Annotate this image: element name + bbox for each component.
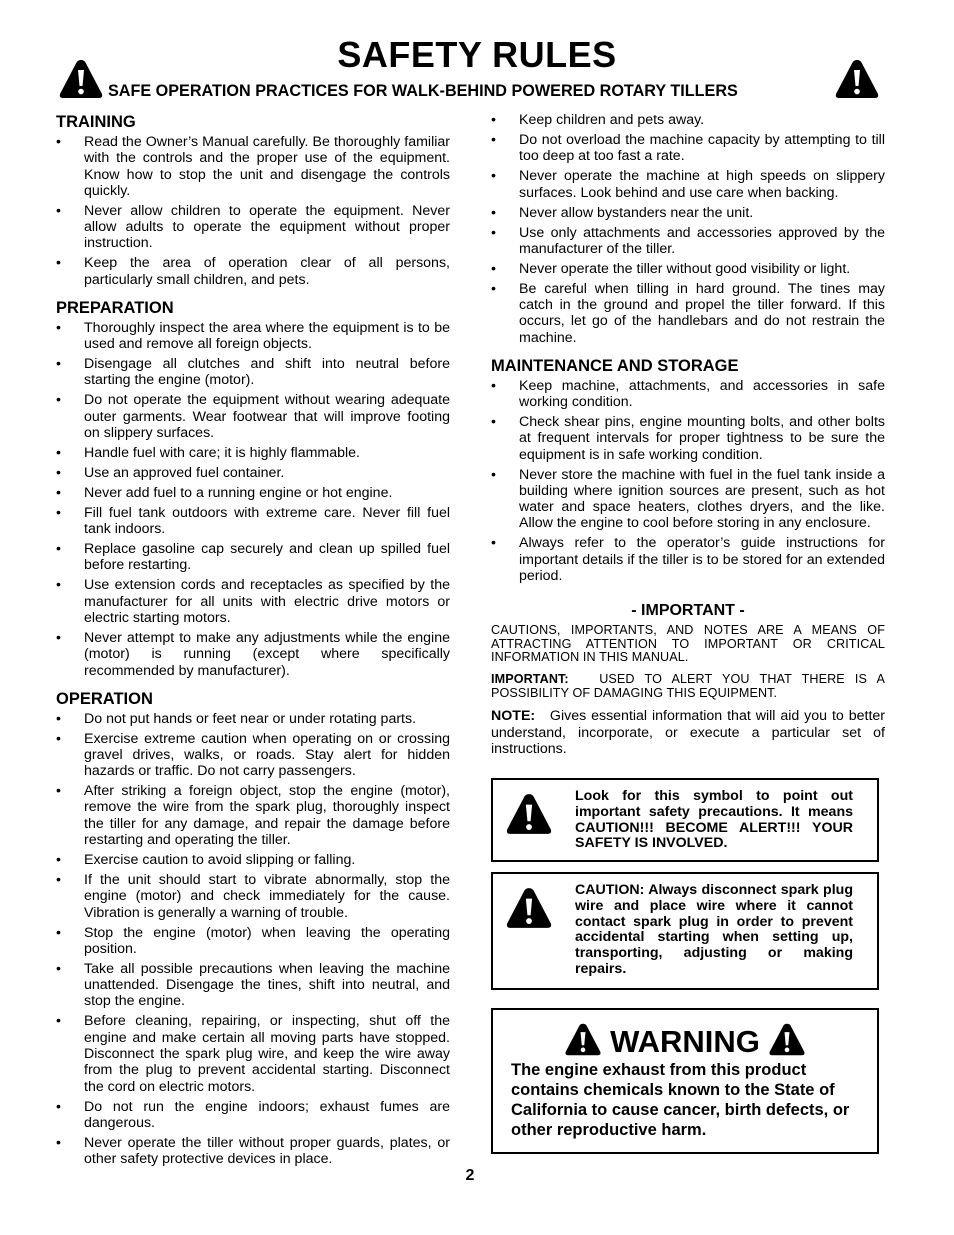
warning-triangle-icon: [564, 1022, 602, 1062]
list-item: • Do not run the engine indoors; exhaust fumes are dangerous.: [56, 1099, 450, 1132]
section-heading-training: TRAINING: [56, 113, 136, 131]
warning-title: WARNING: [610, 1024, 760, 1059]
left-column: [56, 112, 450, 1171]
preparation-list: [56, 320, 450, 679]
list-item: • Stop the engine (motor) when leaving the operating position.: [56, 925, 450, 958]
list-item: • Keep machine, attachments, and accessories in safe working condition.: [491, 378, 885, 411]
list-item: • Never operate the machine at high speeds on slippery surfaces. Look behind and use care when backing.: [491, 168, 885, 201]
list-item: • Exercise extreme caution when operating on or crossing gravel drives, walks, or roads. Stay alert for hidden hazards or traffic. Do not carry passengers.: [56, 731, 450, 780]
caution-text: CAUTION: Always disconnect spark plug wire and place wire where it cannot contact spark plug in order to prevent accidental starting when setting up, transporting, adjusting or making repairs.: [575, 882, 853, 977]
warning-triangle-icon: [58, 58, 104, 105]
important-label: IMPORTANT:: [491, 672, 569, 687]
list-item: • Always refer to the operator’s guide instructions for important details if the tiller is to be stored for an extended period.: [491, 535, 885, 584]
list-item: • Replace gasoline cap securely and clean up spilled fuel before restarting.: [56, 541, 450, 574]
list-item: • Check shear pins, engine mounting bolts, and other bolts at frequent intervals for proper tightness to be sure the equipment is in safe working condition.: [491, 414, 885, 463]
list-item: • Thoroughly inspect the area where the equipment is to be used and remove all foreign objects.: [56, 320, 450, 353]
list-item: • Be careful when tilling in hard ground. The tines may catch in the ground and propel the tiller forward. If this occurs, let go of the handlebars and do not restrain the machine.: [491, 281, 885, 346]
safety-symbol-text: Look for this symbol to point out important safety precautions. It means CAUTION!!! BECOME ALERT!!! YOUR SAFETY IS INVOLVED.: [575, 788, 853, 852]
note-definition: [491, 708, 885, 757]
important-definition: [491, 673, 885, 700]
list-item: • Disengage all clutches and shift into neutral before starting the engine (motor).: [56, 356, 450, 389]
note-definition-text: Gives essential information that will aid you to better understand, incorporate, or execute a particular set of instructions.: [491, 708, 885, 757]
warning-triangle-icon: [768, 1022, 806, 1062]
list-item: • Fill fuel tank outdoors with extreme care. Never fill fuel tank indoors.: [56, 505, 450, 538]
section-heading-maintenance: MAINTENANCE AND STORAGE: [491, 356, 739, 375]
list-item: • Never allow bystanders near the unit.: [491, 205, 885, 221]
warning-triangle-icon: [834, 58, 880, 105]
page-subtitle: SAFE OPERATION PRACTICES FOR WALK-BEHIND POWERED ROTARY TILLERS: [108, 82, 738, 100]
list-item: • Use extension cords and receptacles as specified by the manufacturer for all units with electric drive motors or electric starting motors.: [56, 577, 450, 626]
list-item: • Exercise caution to avoid slipping or falling.: [56, 852, 450, 868]
important-heading: - IMPORTANT -: [631, 602, 745, 620]
operation-continued-list: [491, 112, 885, 346]
warning-triangle-icon: [505, 886, 553, 935]
important-definition-text: USED TO ALERT YOU THAT THERE IS A POSSIBILITY OF DAMAGING THIS EQUIPMENT.: [491, 672, 885, 700]
list-item: • Never attempt to make any adjustments while the engine (motor) is running (except where specifically recommended by manufacturer).: [56, 630, 450, 679]
list-item: • Never add fuel to a running engine or hot engine.: [56, 485, 450, 501]
warning-box: [491, 1008, 879, 1154]
list-item: • Keep the area of operation clear of all persons, particularly small children, and pets.: [56, 255, 450, 288]
list-item: • Never operate the tiller without proper guards, plates, or other safety protective devices in place.: [56, 1135, 450, 1168]
subtitle-row: [58, 56, 880, 106]
list-item: • Use an approved fuel container.: [56, 465, 450, 481]
caution-box: [491, 872, 879, 990]
list-item: • Before cleaning, repairing, or inspecting, shut off the engine and make certain all moving parts have stopped. Disconnect the spark plug wire, and keep the wire away from the plug to prevent accidental starting. Disconnect the cord on electric motors.: [56, 1013, 450, 1094]
warning-header: [493, 1022, 877, 1062]
list-item: • Do not put hands or feet near or under rotating parts.: [56, 711, 450, 727]
warning-triangle-icon: [505, 792, 553, 841]
list-item: • Handle fuel with care; it is highly flammable.: [56, 445, 450, 461]
list-item: • If the unit should start to vibrate abnormally, stop the engine (motor) and check immediately for the cause. Vibration is generally a warning of trouble.: [56, 872, 450, 921]
page-title: SAFETY RULES: [337, 34, 617, 75]
section-heading-preparation: PREPARATION: [56, 298, 174, 317]
list-item: • Never operate the tiller without good visibility or light.: [491, 261, 885, 277]
list-item: • Do not overload the machine capacity by attempting to till too deep at too fast a rate.: [491, 132, 885, 165]
operation-list: [56, 711, 450, 1168]
warning-text: The engine exhaust from this product contains chemicals known to the State of California to cause cancer, birth defects, or other reproductive harm.: [511, 1061, 850, 1139]
list-item: • Take all possible precautions when leaving the machine unattended. Disengage the tines, shift into neutral, and stop the engine.: [56, 961, 450, 1010]
list-item: • Use only attachments and accessories approved by the manufacturer of the tiller.: [491, 225, 885, 258]
safety-symbol-box: [491, 778, 879, 862]
training-list: [56, 134, 450, 288]
important-caps-text: CAUTIONS, IMPORTANTS, AND NOTES ARE A MEANS OF ATTRACTING ATTENTION TO IMPORTANT OR CRITICAL INFORMATION IN THIS MANUAL.: [491, 623, 885, 665]
list-item: • Keep children and pets away.: [491, 112, 885, 128]
list-item: • Never allow children to operate the equipment. Never allow adults to operate the equipment without proper instruction.: [56, 203, 450, 252]
list-item: • Read the Owner’s Manual carefully. Be thoroughly familiar with the controls and the proper use of the equipment. Know how to stop the unit and disengage the controls quickly.: [56, 134, 450, 199]
list-item: • Do not operate the equipment without wearing adequate outer garments. Wear footwear that will improve footing on slippery surfaces.: [56, 392, 450, 441]
list-item: • Never store the machine with fuel in the fuel tank inside a building where ignition sources are present, such as hot water and space heaters, clothes dryers, and the like. Allow the engine to cool before storing in any enclosure.: [491, 467, 885, 532]
right-column: [491, 112, 885, 765]
maintenance-list: [491, 378, 885, 585]
page-number: 2: [465, 1167, 475, 1184]
list-item: • After striking a foreign object, stop the engine (motor), remove the wire from the spark plug, thoroughly inspect the tiller for any damage, and repair the damage before restarting and operating the tiller.: [56, 783, 450, 848]
note-label: NOTE:: [491, 708, 536, 725]
section-heading-operation: OPERATION: [56, 689, 153, 708]
